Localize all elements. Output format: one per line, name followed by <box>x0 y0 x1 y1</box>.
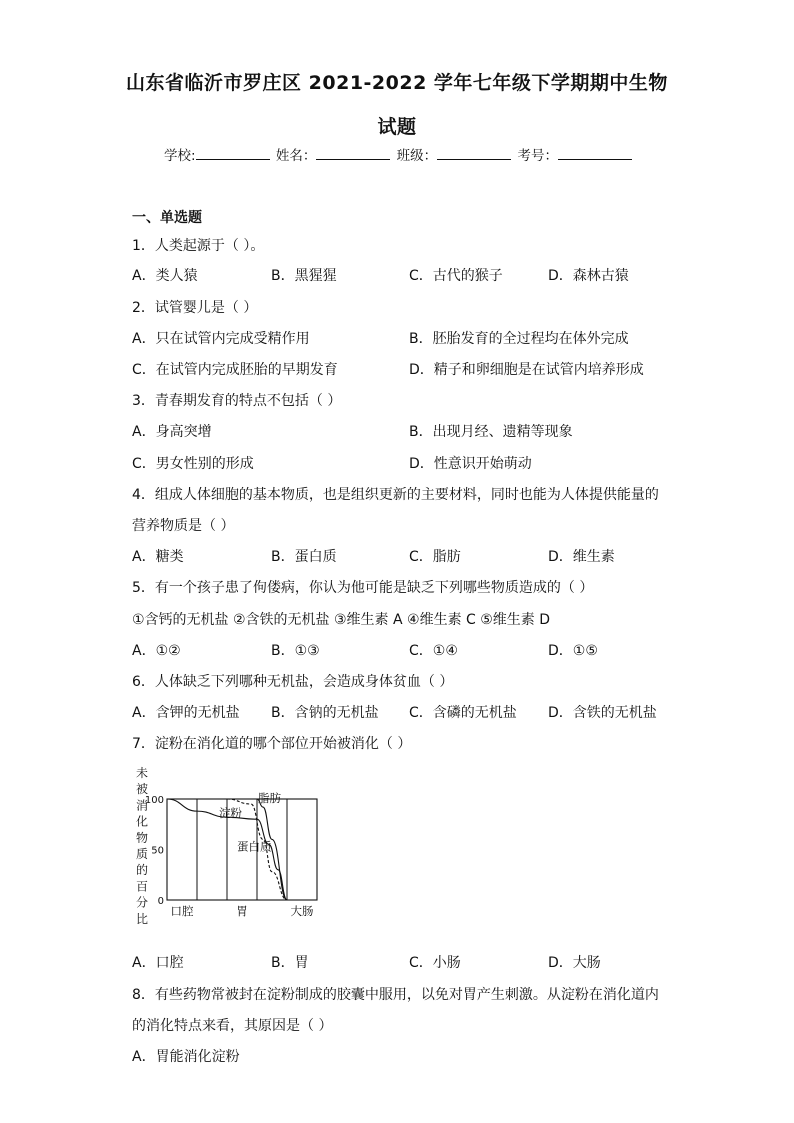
q7-option-d[interactable]: D．大肠 <box>548 955 601 971</box>
ylabel-char: 质 <box>136 847 149 861</box>
series-label: 蛋白质 <box>237 839 272 854</box>
q2-option-c[interactable]: C．在试管内完成胚胎的早期发育 <box>132 362 338 378</box>
ytick-label: 50 <box>151 845 164 857</box>
series-label: 淀粉 <box>219 806 242 821</box>
chart-xlabels <box>171 904 314 918</box>
class-label: 班级： <box>396 148 438 164</box>
number-label: 考号： <box>517 148 558 164</box>
q7-option-a[interactable]: A．口腔 <box>132 955 184 971</box>
ytick-label: 100 <box>144 795 164 806</box>
ylabel-char: 消 <box>136 798 149 813</box>
question-5-items: ①含钙的无机盐 ②含铁的无机盐 ③维生素 A ④维生素 C ⑤维生素 D <box>132 612 551 628</box>
name-blank[interactable] <box>316 146 390 160</box>
ylabel-char: 被 <box>136 782 149 797</box>
ylabel-char: 分 <box>136 895 149 910</box>
school-label: 学校: <box>164 148 196 164</box>
question-5-stem: 5．有一个孩子患了佝偻病，你认为他可能是缺乏下列哪些物质造成的（ ） <box>132 580 594 596</box>
ylabel-char: 的 <box>136 863 149 878</box>
q2-option-b[interactable]: B．胚胎发育的全过程均在体外完成 <box>409 331 629 347</box>
question-7-stem: 7．淀粉在消化道的哪个部位开始被消化（ ） <box>132 736 412 752</box>
segment-label: 胃 <box>236 904 248 918</box>
q6-option-b[interactable]: B．含钠的无机盐 <box>271 705 379 721</box>
q5-option-a[interactable]: A．①② <box>132 643 181 659</box>
ytick-label: 0 <box>157 896 164 907</box>
q5-option-d[interactable]: D．①⑤ <box>548 643 598 659</box>
q3-option-a[interactable]: A．身高突增 <box>132 424 212 440</box>
school-blank[interactable] <box>196 146 270 160</box>
question-2-stem: 2．试管婴儿是（ ） <box>132 300 258 316</box>
q3-option-b[interactable]: B．出现月经、遗精等现象 <box>409 424 573 440</box>
question-4-stem-line1: 4．组成人体细胞的基本物质，也是组织更新的主要材料，同时也能为人体提供能量的 <box>132 487 659 503</box>
q5-option-c[interactable]: C．①④ <box>409 643 458 659</box>
q1-option-a[interactable]: A．类人猿 <box>132 268 198 284</box>
segment-label: 大肠 <box>290 904 314 918</box>
q5-option-b[interactable]: B．①③ <box>271 643 320 659</box>
name-label: 姓名： <box>275 148 317 164</box>
q3-option-d[interactable]: D．性意识开始萌动 <box>409 456 532 472</box>
q4-option-a[interactable]: A．糖类 <box>132 549 184 565</box>
q6-option-d[interactable]: D．含铁的无机盐 <box>548 705 657 721</box>
segment-label: 口腔 <box>170 904 194 918</box>
ylabel-char: 未 <box>136 766 149 780</box>
student-info <box>164 144 634 164</box>
q1-option-c[interactable]: C．古代的猴子 <box>409 268 503 284</box>
ylabel-char: 化 <box>136 814 149 829</box>
question-8-stem-line2: 的消化特点来看，其原因是（ ） <box>132 1018 333 1034</box>
page-title: 山东省临沂市罗庄区 2021-2022 学年七年级下学期期中生物 <box>126 72 668 94</box>
question-1-stem: 1．人类起源于（ ）。 <box>132 238 265 254</box>
section-heading: 一、单选题 <box>132 210 202 226</box>
chart-series-labels <box>219 791 281 853</box>
q6-option-c[interactable]: C．含磷的无机盐 <box>409 705 517 721</box>
class-blank[interactable] <box>437 146 511 160</box>
page-title-line2: 试题 <box>377 116 417 138</box>
question-4-stem-line2: 营养物质是（ ） <box>132 518 235 534</box>
question-3-stem: 3．青春期发育的特点不包括（ ） <box>132 393 342 409</box>
ylabel-char: 百 <box>136 879 149 894</box>
chart-ylabel <box>136 765 148 926</box>
question-6-stem: 6．人体缺乏下列哪种无机盐，会造成身体贫血（ ） <box>132 674 454 690</box>
ylabel-char: 比 <box>136 911 149 926</box>
q4-option-d[interactable]: D．维生素 <box>548 549 615 565</box>
q7-option-b[interactable]: B．胃 <box>271 955 309 971</box>
q4-option-c[interactable]: C．脂肪 <box>409 549 461 565</box>
q6-option-a[interactable]: A．含钾的无机盐 <box>132 705 240 721</box>
q1-option-b[interactable]: B．黑猩猩 <box>271 268 337 284</box>
digestion-chart <box>130 763 330 943</box>
q2-option-d[interactable]: D．精子和卵细胞是在试管内培养形成 <box>409 362 644 378</box>
q4-option-b[interactable]: B．蛋白质 <box>271 549 337 565</box>
series-label: 脂肪 <box>258 791 281 806</box>
q3-option-c[interactable]: C．男女性别的形成 <box>132 456 254 472</box>
number-blank[interactable] <box>558 146 632 160</box>
q1-option-d[interactable]: D．森林古猿 <box>548 268 629 284</box>
q2-option-a[interactable]: A．只在试管内完成受精作用 <box>132 331 310 347</box>
question-8-stem-line1: 8．有些药物常被封在淀粉制成的胶囊中服用，以免对胃产生刺激。从淀粉在消化道内 <box>132 987 659 1003</box>
q8-option-a[interactable]: A．胃能消化淀粉 <box>132 1049 240 1065</box>
q7-option-c[interactable]: C．小肠 <box>409 955 461 971</box>
ylabel-char: 物 <box>136 830 149 845</box>
